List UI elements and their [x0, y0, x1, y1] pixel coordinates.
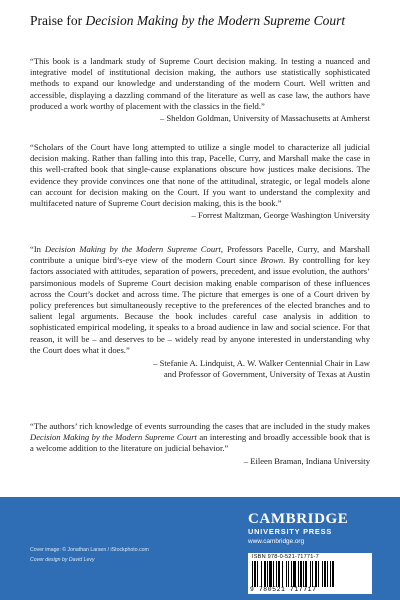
blurb-text-rest: . By controlling for key factors associated with attitudes, separation of powers, precedent, and issue evolution, the authors’ parsimonious models of Supreme Court decision making enable comparison of these influences across the Court’s docket and across time. The picture that emerges is one of a Court driven by policy preferences but simultaneously receptive to the preferences of the elected branches and to salient legal arguments. Because the book includes careful case analysis in addition to sophisticated empirical modeling, it speaks to a broad audience in law and social science. For that reason, it will be – and deserves to be – widely read by anyone interested in understanding why the Court does what it does.”: [30, 255, 370, 355]
blurb-attribution: [30, 358, 370, 380]
blurb-braman: [30, 421, 370, 467]
book-title-italic: Decision Making by the Modern Supreme Court: [44, 244, 221, 254]
blurb-text: “Scholars of the Court have long attempted to utilize a single model to characterize all judicial decision making. Rather than falling into this trap, Pacelle, Curry, and Marshall make the case in this well-crafted book that single-cause explanations obscure how justices make decisions. The evidence they provide convinces one that none of the attitudinal, strategic, or legal models alone can account for decision making on the Court. If you want to understand the complexity and multifaceted nature of Supreme Court decision making, this is the book.”: [30, 142, 370, 209]
blurb-text-open: “In: [30, 244, 45, 254]
isbn-label: ISBN 978-0-521-71771-7: [252, 554, 319, 560]
praise-heading: [30, 12, 380, 29]
blurb-text: [30, 421, 370, 455]
case-name-italic: Brown: [260, 255, 284, 266]
blurb-lindquist: [30, 244, 370, 380]
blurb-text-open: “The authors’ rich knowledge of events surrounding the cases that are included in the study makes: [30, 421, 370, 431]
barcode-digits: 9 780521 717717: [250, 586, 317, 593]
blurb-maltzman: [30, 142, 370, 221]
publisher-url: www.cambridge.org: [248, 538, 305, 545]
blurb-text-rest: an interesting and broadly accessible book that is a welcome addition to the literature on judicial behavior.”: [30, 432, 370, 454]
publisher-subtitle: UNIVERSITY PRESS: [248, 527, 333, 536]
blurb-text: [30, 244, 370, 356]
publisher-logo: [248, 512, 378, 546]
publisher-name: CAMBRIDGE: [248, 511, 349, 527]
blurb-attribution: – Sheldon Goldman, University of Massachusetts at Amherst: [159, 113, 370, 124]
praise-heading-title: Decision Making by the Modern Supreme Court: [85, 13, 346, 28]
blurb-text: “This book is a landmark study of Supreme Court decision making. In testing a nuanced and integrative model of institutional decision making, the authors use statistically sophisticated methods to expand our knowledge and understanding of the modern Court. Well written and accessible, displaying a dazzling command of the literature as well as case law, the authors have produced a work worthy of placement with the classics in the field.”: [30, 56, 370, 111]
blurb-goldman: [30, 56, 370, 124]
praise-heading-prefix: Praise for: [30, 13, 86, 28]
cover-image-credit: Cover image: © Jonathan Larsen / iStockphoto.com: [30, 547, 149, 553]
book-title-italic: Decision Making by the Modern Supreme Court: [30, 432, 197, 443]
barcode-icon: [252, 561, 368, 587]
blurb-text-mid: , Professors Pacelle, Curry, and Marshall contribute a unique bird’s-eye view of the modern Court since: [30, 244, 370, 266]
attribution-line-2: and Professor of Government, University of Texas at Austin: [163, 369, 370, 380]
blurb-attribution: – Forrest Maltzman, George Washington University: [191, 210, 370, 221]
attribution-line-1: – Stefanie A. Lindquist, A. W. Walker Centennial Chair in Law: [153, 358, 370, 369]
blurb-attribution: – Eileen Braman, Indiana University: [243, 455, 370, 466]
cover-design-credit: Cover design by David Levy: [30, 557, 95, 563]
barcode-panel: [248, 553, 372, 594]
cover-credits: [30, 545, 200, 565]
